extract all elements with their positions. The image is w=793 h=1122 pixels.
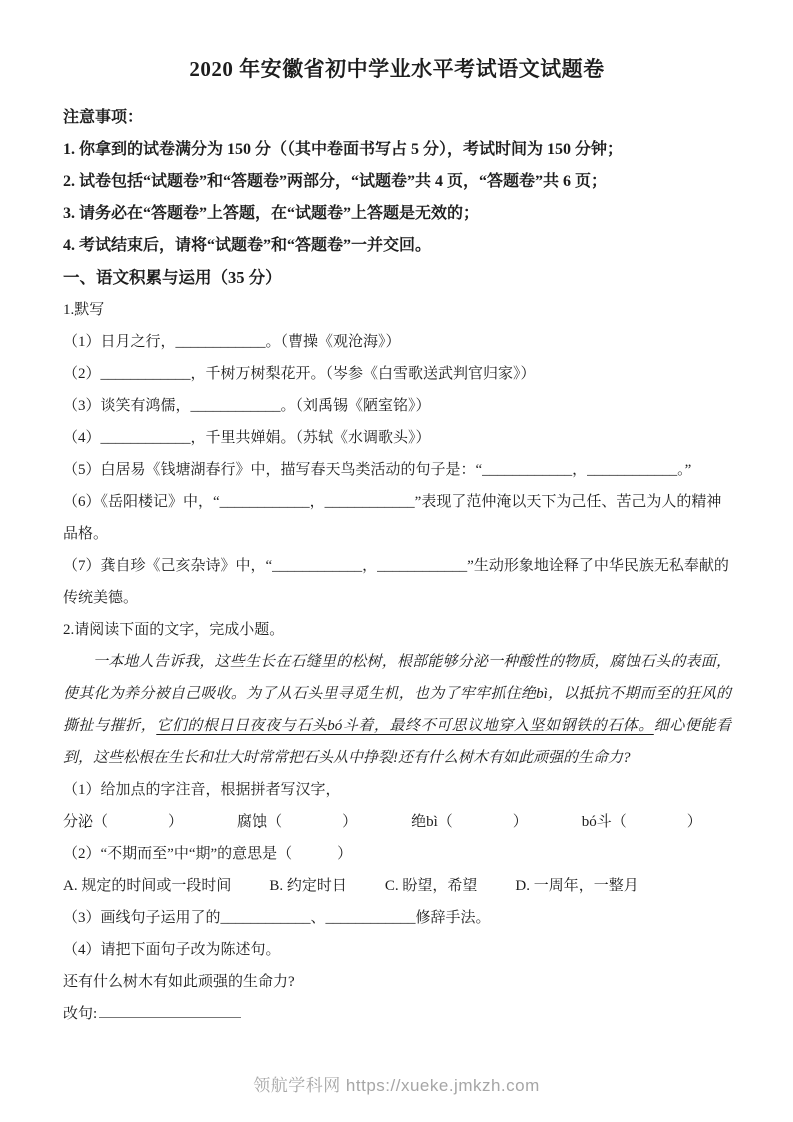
option-b: B. 约定时日: [269, 878, 347, 894]
pinyin-word: 绝bì: [411, 814, 438, 830]
rewrite-line: [63, 998, 731, 1030]
paper-title: 2020 年安徽省初中学业水平考试语文试题卷: [189, 57, 605, 81]
pinyin-group-fenmi: [63, 806, 183, 838]
q2-label: 2.请阅读下面的文字，完成小题。: [63, 622, 285, 638]
dotted-char: 蚀 •: [252, 806, 267, 838]
section-heading: 一、语文积累与运用（35 分）: [63, 268, 282, 287]
reading-passage: [63, 646, 731, 774]
q2-sub1: （1）给加点的字注音，根据拼者写汉字，: [63, 782, 341, 798]
q2-sub3: （3）画线句子运用了的____________、____________修辞手法。: [63, 910, 491, 926]
rewrite-label: 改句:: [63, 1006, 98, 1022]
passage-pre: 一本地人告诉我，这些生长在石缝里的松树，根部能够分泌一种酸性的物质，腐蚀石头的表面，使其化为养分被自己吸收。为了从石头里寻觅生机，也为了牢牢抓住绝bì，以抵抗不期而至的狂风的撕扯与摧折，: [63, 654, 731, 734]
answer-paren: （ ）: [93, 814, 184, 830]
option-d: D. 一周年，一整月: [515, 878, 639, 894]
answer-paren: （ ）: [437, 814, 528, 830]
page-content: [63, 54, 731, 1030]
q1-item-1: （1）日月之行，____________。（曹操《观沧海》）: [63, 334, 401, 350]
pinyin-group-fushi: [237, 806, 357, 838]
underlined-sentence: 它们的根日日夜夜与石头bó斗着，最终不可思议地穿入坚如钢铁的石体。: [156, 718, 654, 734]
notice-item-1: 1. 你拿到的试卷满分为 150 分（（其中卷面书写占 5 分），考试时间为 150 分钟；: [63, 141, 624, 158]
dotted-char: 泌 •: [78, 806, 93, 838]
options-row: [63, 870, 731, 902]
pinyin-row: [63, 806, 731, 838]
q1-item-4: （4）____________，千里共婵娟。（苏轼《水调歌头》）: [63, 430, 431, 446]
notice-item-4: 4. 考试结束后，请将“试题卷”和“答题卷”一并交回。: [63, 237, 432, 254]
notice-heading: 注意事项：: [63, 109, 144, 126]
pinyin-group-bodou: [582, 806, 702, 838]
answer-paren: （ ）: [267, 814, 358, 830]
q1-item-7: （7）龚自珍《己亥杂诗》中，“____________，____________”生动形象地诠释了中华民族无私奉献的传统美德。: [63, 558, 729, 606]
q1-item-2: （2）____________，千树万树梨花开。（岑参《白雪歌送武判官归家》）: [63, 366, 536, 382]
pinyin-group-juebi: [411, 806, 528, 838]
notice-item-2: 2. 试卷包括“试题卷”和“答题卷”两部分，“试题卷”共 4 页，“答题卷”共 6 页；: [63, 173, 608, 190]
q2-sentence: 还有什么树木有如此顽强的生命力?: [63, 974, 295, 990]
q1-item-3: （3）谈笑有鸿儒，____________。（刘禹锡《陋室铭》）: [63, 398, 431, 414]
q2-sub4: （4）请把下面句子改为陈述句。: [63, 942, 281, 958]
option-a: A. 规定的时间或一段时间: [63, 878, 232, 894]
q2-sub2: （2）“不期而至”中“期”的意思是（ ）: [63, 846, 353, 862]
answer-paren: （ ）: [611, 814, 702, 830]
option-c: C. 盼望，希望: [384, 878, 478, 894]
q1-label: 1.默写: [63, 302, 105, 318]
pinyin-word: bó斗: [581, 814, 612, 830]
passage-post: 细心便能看到，这些松根在生长和壮大时常常把石头从中挣裂!还有什么树木有如此顽强的生命力?: [63, 718, 731, 766]
notice-item-3: 3. 请务必在“答题卷”上答题，在“试题卷”上答题是无效的；: [63, 205, 480, 222]
rewrite-blank-line: [99, 1003, 241, 1018]
q1-item-5: （5）白居易《钱塘湖春行》中，描写春天鸟类活动的句子是：“____________，____________。”: [63, 462, 692, 478]
pinyin-word: 腐: [237, 814, 253, 830]
watermark: 领航学科网 https://xueke.jmkzh.com: [253, 1076, 540, 1095]
pinyin-word: 分: [63, 814, 79, 830]
q1-item-6: （6）《岳阳楼记》中，“____________，____________”表现了范仲淹以天下为己任、苦己为人的精神品格。: [63, 494, 722, 542]
